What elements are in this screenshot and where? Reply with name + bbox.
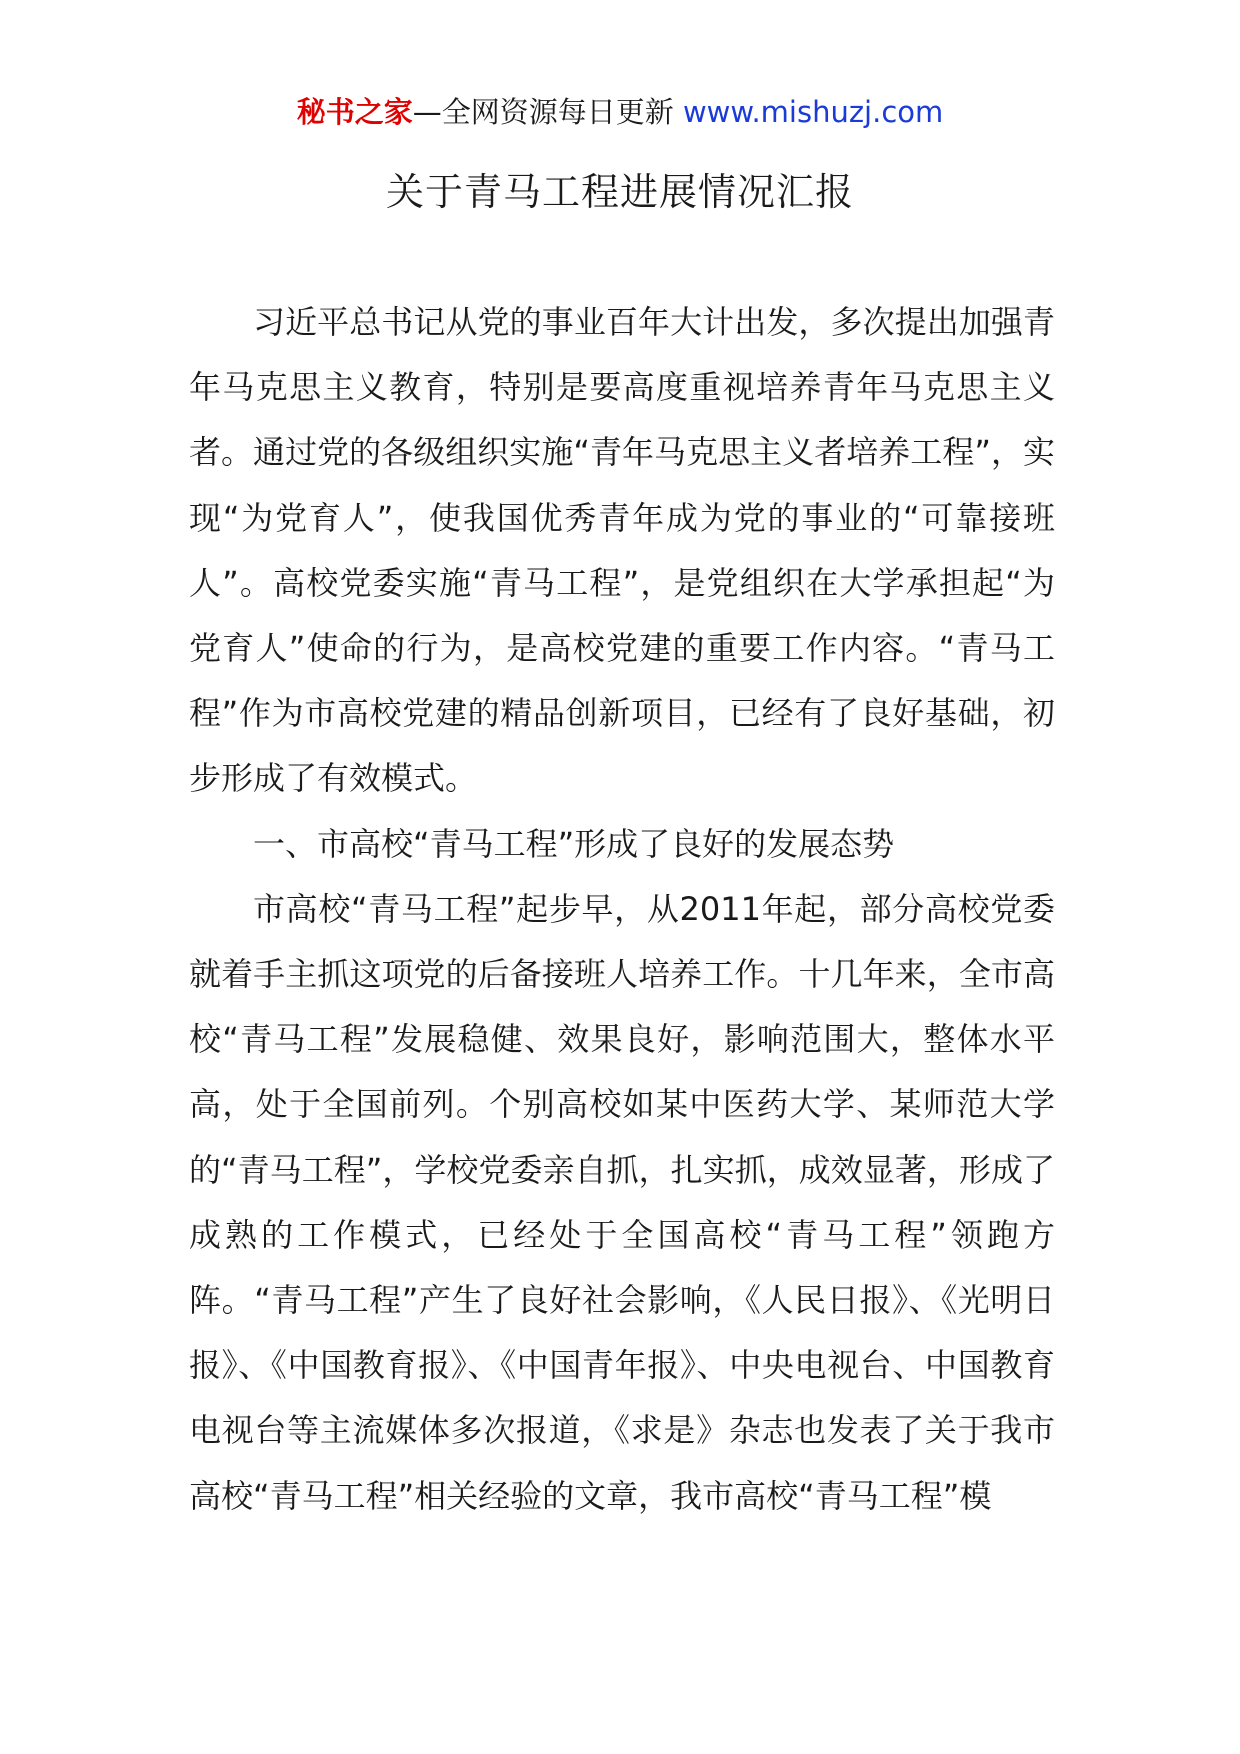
paragraph-section-1: 市高校“青马工程”起步早，从2011年起，部分高校党委就着手主抓这项党的后备接班人培养工作。十几年来，全市高校“青马工程”发展稳健、效果良好，影响范围大，整体水平高，处于全国前列。个别高校如某中医药大学、某师范大学的“青马工程”，学校党委亲自抓，扎实抓，成效显著，形成了成熟的工作模式，已经处于全国高校“青马工程”领跑方阵。“青马工程”产生了良好社会影响，《人民日报》、《光明日报》、《中国教育报》、《中国青年报》、中央电视台、中国教育电视台等主流媒体多次报道，《求是》杂志也发表了关于我市高校“青马工程”相关经验的文章，我市高校“青马工程”模 — [189, 889, 1055, 1515]
site-header — [0, 92, 1240, 132]
document-body — [189, 290, 1055, 1529]
site-tagline: —全网资源每日更新 — [412, 95, 683, 129]
document-title: 关于青马工程进展情况汇报 — [385, 170, 854, 214]
paragraph-intro: 习近平总书记从党的事业百年大计出发，多次提出加强青年马克思主义教育，特别是要高度重视培养青年马克思主义者。通过党的各级组织实施“青年马克思主义者培养工程”，实现“为党育人”，使我国优秀青年成为党的事业的“可靠接班人”。高校党委实施“青马工程”，是党组织在大学承担起“为党育人”使命的行为，是高校党建的重要工作内容。“青马工程”作为市高校党建的精品创新项目，已经有了良好基础，初步形成了有效模式。 — [189, 303, 1055, 798]
site-brand: 秘书之家 — [296, 95, 413, 129]
section-heading-1: 一、市高校“青马工程”形成了良好的发展态势 — [253, 824, 895, 863]
site-url-link[interactable]: www.mishuzj.com — [682, 95, 944, 129]
